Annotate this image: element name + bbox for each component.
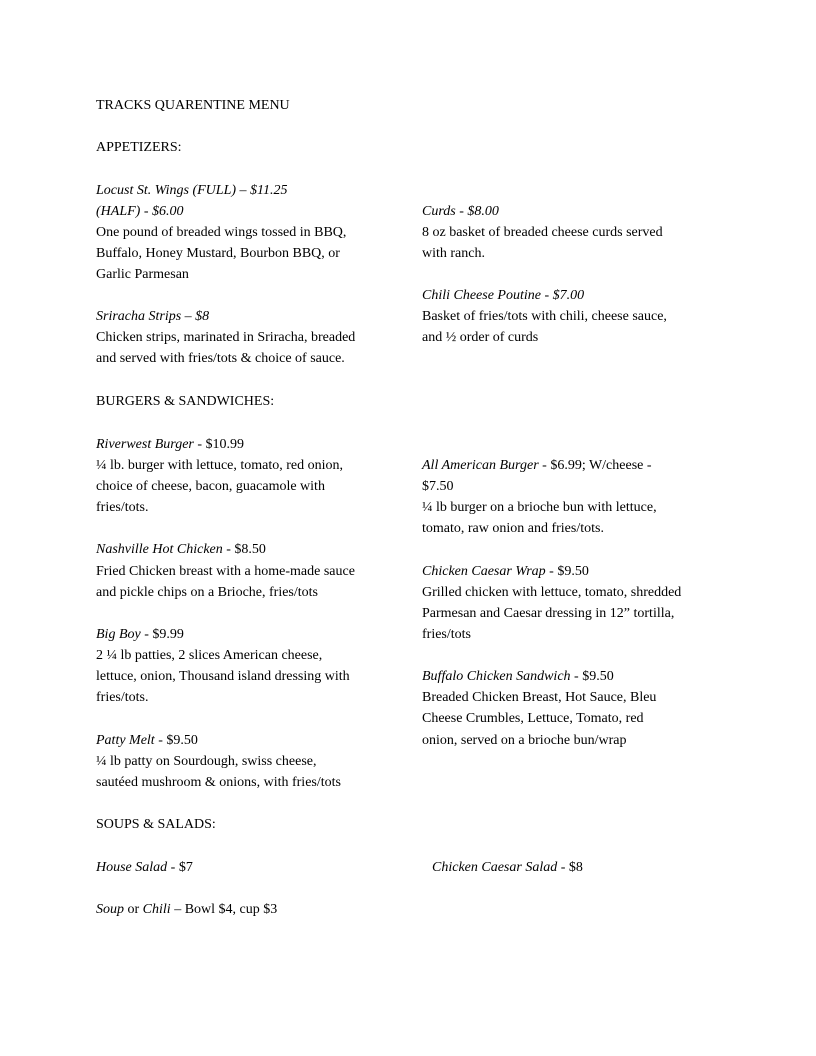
item-nashville-desc: and pickle chips on a Brioche, fries/tots [96, 585, 318, 600]
item-buffalo-desc: Breaded Chicken Breast, Hot Sauce, Bleu [422, 690, 657, 705]
item-wings-name-full: Locust St. Wings (FULL) – $11.25 [96, 183, 288, 198]
item-bigboy-price: - $9.99 [140, 627, 184, 642]
item-poutine-desc: and ½ order of curds [422, 330, 539, 345]
item-curds-desc: 8 oz basket of breaded cheese curds served [422, 225, 663, 240]
item-strips-desc: Chicken strips, marinated in Sriracha, breaded [96, 330, 356, 345]
item-caesar-salad-price: - $8 [557, 860, 583, 875]
item-chili-name: Chili [142, 902, 171, 917]
item-allamerican-price2: $7.50 [422, 479, 454, 494]
item-nashville-desc: Fried Chicken breast with a home-made sauce [96, 564, 355, 579]
item-buffalo-desc: onion, served on a brioche bun/wrap [422, 733, 627, 748]
item-bigboy-desc: lettuce, onion, Thousand island dressing with [96, 669, 350, 684]
section-appetizers: APPETIZERS: [96, 140, 182, 155]
item-strips-desc: and served with fries/tots & choice of sauce. [96, 351, 345, 366]
item-riverwest-desc: ¼ lb. burger with lettuce, tomato, red onion, [96, 458, 344, 473]
item-bigboy-name: Big Boy [96, 627, 141, 642]
item-nashville-name: Nashville Hot Chicken [96, 542, 223, 557]
item-wings-name-half: (HALF) - $6.00 [96, 204, 184, 219]
item-house-salad [96, 857, 193, 878]
item-buffalo-title [422, 666, 614, 687]
item-house-salad-name: House Salad [96, 860, 168, 875]
item-soup-or: or [124, 902, 143, 917]
item-soup-price: – Bowl $4, cup $3 [170, 902, 278, 917]
item-wings-desc: Buffalo, Honey Mustard, Bourbon BBQ, or [96, 246, 340, 261]
item-curds-name: Curds - $8.00 [422, 204, 499, 219]
item-soup-name: Soup [96, 902, 124, 917]
item-pattymelt-title [96, 730, 198, 751]
item-bigboy-desc: 2 ¼ lb patties, 2 slices American cheese, [96, 648, 323, 663]
item-wings-desc: Garlic Parmesan [96, 267, 189, 282]
item-curds-desc: with ranch. [422, 246, 485, 261]
item-caesarwrap-desc: fries/tots [422, 627, 471, 642]
item-buffalo-price: - $9.50 [570, 669, 614, 684]
item-allamerican-title [422, 455, 652, 476]
item-caesar-salad-name: Chicken Caesar Salad [432, 860, 558, 875]
item-buffalo-name: Buffalo Chicken Sandwich [422, 669, 571, 684]
item-allamerican-desc: ¼ lb burger on a brioche bun with lettuce, [422, 500, 657, 515]
item-riverwest-desc: fries/tots. [96, 500, 149, 515]
item-pattymelt-desc: sautéed mushroom & onions, with fries/tots [96, 775, 341, 790]
item-caesarwrap-desc: Parmesan and Caesar dressing in 12” tortilla, [422, 606, 675, 621]
item-caesarwrap-price: - $9.50 [545, 564, 589, 579]
item-caesar-salad [432, 857, 583, 878]
item-allamerican-price: - $6.99; W/cheese - [538, 458, 652, 473]
item-poutine-name: Chili Cheese Poutine - $7.00 [422, 288, 585, 303]
item-bigboy-desc: fries/tots. [96, 690, 149, 705]
item-bigboy-title [96, 624, 184, 645]
item-poutine-desc: Basket of fries/tots with chili, cheese sauce, [422, 309, 667, 324]
item-riverwest-title [96, 434, 244, 455]
item-caesarwrap-name: Chicken Caesar Wrap [422, 564, 546, 579]
item-pattymelt-desc: ¼ lb patty on Sourdough, swiss cheese, [96, 754, 317, 769]
section-burgers: BURGERS & SANDWICHES: [96, 394, 275, 409]
item-house-salad-price: - $7 [167, 860, 193, 875]
item-allamerican-desc: tomato, raw onion and fries/tots. [422, 521, 604, 536]
item-pattymelt-name: Patty Melt [96, 733, 155, 748]
item-allamerican-name: All American Burger [422, 458, 539, 473]
item-riverwest-name: Riverwest Burger [96, 437, 194, 452]
item-wings-desc: One pound of breaded wings tossed in BBQ, [96, 225, 347, 240]
section-soups: SOUPS & SALADS: [96, 817, 216, 832]
item-nashville-title [96, 539, 266, 560]
item-caesarwrap-title [422, 561, 589, 582]
item-nashville-price: - $8.50 [222, 542, 266, 557]
item-strips-name: Sriracha Strips – $8 [96, 309, 210, 324]
item-pattymelt-price: - $9.50 [154, 733, 198, 748]
item-buffalo-desc: Cheese Crumbles, Lettuce, Tomato, red [422, 711, 644, 726]
item-caesarwrap-desc: Grilled chicken with lettuce, tomato, shredded [422, 585, 682, 600]
item-riverwest-desc: choice of cheese, bacon, guacamole with [96, 479, 325, 494]
item-soup-chili [96, 899, 277, 920]
menu-title: TRACKS QUARENTINE MENU [96, 98, 290, 113]
item-riverwest-price: - $10.99 [193, 437, 245, 452]
